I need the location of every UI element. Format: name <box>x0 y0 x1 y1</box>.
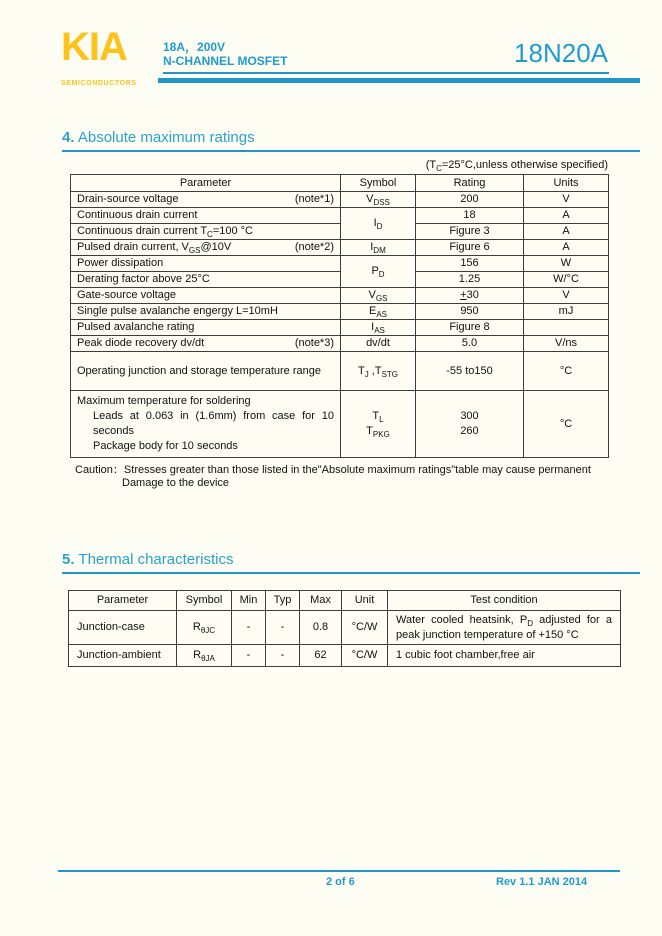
section-5-heading <box>62 551 233 568</box>
symbol-cell: $V_{DSS}$ <box>341 192 416 208</box>
col-parameter: Parameter <box>69 591 177 611</box>
table-row <box>69 645 621 667</box>
footer <box>58 870 620 892</box>
min-cell: - <box>232 611 266 645</box>
symbol-cell: $E_{AS}$ <box>341 304 416 320</box>
col-unit: Unit <box>342 591 388 611</box>
test-condition-cell: Water cooled heatsink, $P_D$ adjusted for a peak junction temperature of +150 °C <box>388 611 621 645</box>
table-row <box>71 320 609 336</box>
col-test-condition: Test condition <box>388 591 621 611</box>
col-parameter: Parameter <box>71 175 341 192</box>
caution-note-line1: Caution：Stresses greater than those listed in the"Absolute maximum ratings"table may cause permanent <box>75 464 591 476</box>
units-cell: V/ns <box>524 336 609 352</box>
kia-logo: KIA <box>61 25 127 69</box>
product-type-line: N-CHANNEL MOSFET <box>163 54 288 68</box>
units-cell: A <box>524 240 609 256</box>
max-cell: 0.8 <box>300 611 342 645</box>
symbol-cell: $R_{\theta JA}$ <box>177 645 232 667</box>
units-cell <box>524 320 609 336</box>
symbol-cell: dv/dt <box>341 336 416 352</box>
rating-cell: Figure 8 <box>416 320 524 336</box>
table-row <box>71 240 609 256</box>
units-cell: W/°C <box>524 272 609 288</box>
units-cell: A <box>524 208 609 224</box>
rating-cell: Figure 6 <box>416 240 524 256</box>
table-row <box>71 256 609 272</box>
symbol-cell: $I_D$ <box>341 208 416 240</box>
page-number: 2 of 6 <box>326 876 355 888</box>
section-4-heading <box>62 129 255 146</box>
unit-cell: °C/W <box>342 645 388 667</box>
table-row <box>71 224 609 240</box>
table-row <box>71 192 609 208</box>
parameter-cell: Pulsed drain current, $V_{GS}@10V$ (note*2) <box>71 240 341 256</box>
units-cell: V <box>524 192 609 208</box>
parameter-cell: Gate-source voltage <box>71 288 341 304</box>
parameter-cell: Drain-source voltage (note*1) <box>71 192 341 208</box>
header-rule-thick <box>158 78 640 83</box>
section-4-underline <box>62 150 640 152</box>
section-4-number: 4. <box>62 129 75 146</box>
units-cell: °C <box>524 352 609 391</box>
rating-cell: 950 <box>416 304 524 320</box>
table-header-row <box>69 591 621 611</box>
col-units: Units <box>524 175 609 192</box>
max-cell: 62 <box>300 645 342 667</box>
table-row <box>71 288 609 304</box>
rating-cell: 5.0 <box>416 336 524 352</box>
caution-note-line2: Damage to the device <box>122 477 230 489</box>
symbol-cell: $T_L$ $T_{PKG}$ <box>341 391 416 458</box>
symbol-cell: $V_{GS}$ <box>341 288 416 304</box>
symbol-cell: $I_{AS}$ <box>341 320 416 336</box>
parameter-cell: Junction-case <box>69 611 177 645</box>
section-5-title: Thermal characteristics <box>74 551 234 568</box>
table-row <box>71 336 609 352</box>
absolute-maximum-ratings-table <box>70 174 609 458</box>
part-number: 18N20A <box>514 38 608 68</box>
unit-cell: °C/W <box>342 611 388 645</box>
parameter-cell: Junction-ambient <box>69 645 177 667</box>
rating-cell: -55 to150 <box>416 352 524 391</box>
rating-cell: 1.25 <box>416 272 524 288</box>
table-row <box>69 611 621 645</box>
parameter-cell: Maximum temperature for soldering Leads at 0.063 in (1.6mm) from case for 10 seconds Package body for 10 seconds <box>71 391 341 458</box>
units-cell: A <box>524 224 609 240</box>
parameter-cell: Peak diode recovery dv/dt (note*3) <box>71 336 341 352</box>
table-row <box>71 304 609 320</box>
table-row <box>71 272 609 288</box>
parameter-cell: Single pulse avalanche engergy L=10mH <box>71 304 341 320</box>
table-header-row <box>71 175 609 192</box>
typ-cell: - <box>266 611 300 645</box>
note-ref: (note*1) <box>294 193 334 205</box>
rating-cell: 156 <box>416 256 524 272</box>
units-cell: W <box>524 256 609 272</box>
logo-subtext: SEMICONDUCTORS <box>61 80 137 87</box>
rating-cell: Figure 3 <box>416 224 524 240</box>
revision-label: Rev 1.1 JAN 2014 <box>496 876 588 888</box>
min-cell: - <box>232 645 266 667</box>
parameter-cell: Pulsed avalanche rating <box>71 320 341 336</box>
col-symbol: Symbol <box>341 175 416 192</box>
col-min: Min <box>232 591 266 611</box>
rating-cell: +30 <box>416 288 524 304</box>
rating-cell: 200 <box>416 192 524 208</box>
col-rating: Rating <box>416 175 524 192</box>
units-cell: V <box>524 288 609 304</box>
section-5-underline <box>62 572 640 574</box>
parameter-cell: Power dissipation <box>71 256 341 272</box>
rating-cell: 300 260 <box>416 391 524 458</box>
col-symbol: Symbol <box>177 591 232 611</box>
table-row <box>71 391 609 458</box>
test-condition-cell: 1 cubic foot chamber,free air <box>388 645 621 667</box>
note-ref: (note*3) <box>294 337 334 349</box>
col-max: Max <box>300 591 342 611</box>
parameter-cell: Derating factor above 25°C <box>71 272 341 288</box>
rating-cell: 18 <box>416 208 524 224</box>
units-cell: °C <box>524 391 609 458</box>
section-4-title: Absolute maximum ratings <box>74 129 255 146</box>
symbol-cell: $I_{DM}$ <box>341 240 416 256</box>
header-rule-thin <box>163 72 609 74</box>
col-typ: Typ <box>266 591 300 611</box>
symbol-cell: $R_{\theta JC}$ <box>177 611 232 645</box>
symbol-cell: $P_D$ <box>341 256 416 288</box>
units-cell: mJ <box>524 304 609 320</box>
table-row <box>71 352 609 391</box>
section-5-number: 5. <box>62 551 75 568</box>
parameter-cell: Continuous drain current <box>71 208 341 224</box>
table-row <box>71 208 609 224</box>
condition-note: ($T_C=25^\circ C,unless$ otherwise specified) <box>425 159 608 174</box>
product-rating-line: 18A，200V <box>163 40 226 54</box>
caution-label: Caution： <box>75 464 124 476</box>
thermal-characteristics-table <box>68 590 621 667</box>
symbol-cell: $T_J$ $,T_{STG}$ <box>341 352 416 391</box>
parameter-cell: Continuous drain current $T_C=100$ °C <box>71 224 341 240</box>
parameter-cell: Operating junction and storage temperature range <box>71 352 341 391</box>
note-ref: (note*2) <box>294 241 334 253</box>
typ-cell: - <box>266 645 300 667</box>
